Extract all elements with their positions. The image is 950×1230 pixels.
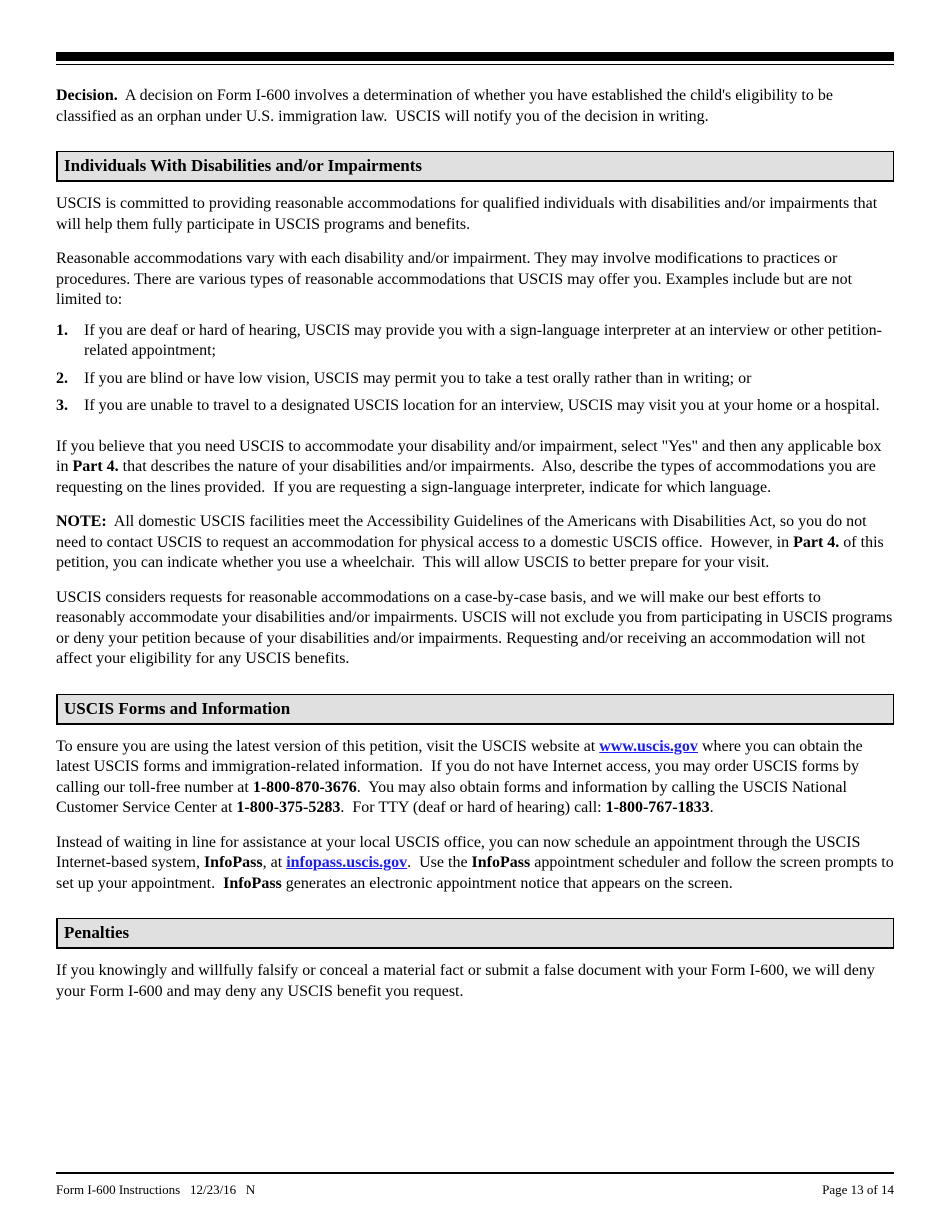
list-number: 2.: [56, 369, 68, 387]
list-text: If you are unable to travel to a designated USCIS location for an interview, USCIS may visit you at your home or a hospital.: [84, 397, 880, 414]
text-run: . For TTY (deaf or hard of hearing) call:: [340, 799, 606, 816]
decision-paragraph: [56, 86, 894, 127]
section-heading-penalties: Penalties: [56, 918, 894, 949]
text-run: To ensure you are using the latest version of this petition, visit the USCIS website at: [56, 737, 600, 755]
header-rule-thin: [56, 64, 894, 65]
disabilities-paragraph-4: USCIS considers requests for reasonable accommodations on a case-by-case basis, and we will make our best efforts to reasonably accommodate your disabilities and/or impairments. USCIS will not exclude you from participating in USCIS programs or deny your petition because of your disabilities and/or impairments. Requesting and/or receiving an accommodation will not affect your eligibility for any USCIS benefits.: [56, 588, 893, 667]
uscis-website-link[interactable]: www.uscis.gov: [599, 737, 698, 755]
text-run: of this petition, you can indicate whether you use a wheelchair. This will allow USCIS to better prepare for your visit.: [56, 533, 888, 571]
accommodation-examples-list: [56, 321, 894, 417]
text-run: All domestic USCIS facilities meet the Accessibility Guidelines of the Americans with Disabilities Act, so you do not need to contact USCIS to request an accommodation for physical access to a domestic USCIS office. However, in: [56, 513, 871, 551]
note-label: NOTE:: [56, 513, 107, 530]
text-run: that describes the nature of your disabilities and/or impairments. Also, describe the types of accommodations you are requesting on the lines provided. If you are requesting a sign-language interpreter, indicate for which language.: [56, 458, 880, 496]
text-run: , at: [262, 854, 287, 871]
text-run: . You may also obtain forms and information by calling the USCIS National Customer Service Center at: [56, 778, 851, 816]
note-paragraph: [56, 512, 894, 574]
penalties-paragraph: If you knowingly and willfully falsify or conceal a material fact or submit a false document with your Form I-600, we will deny your Form I-600 and may deny any USCIS benefit you request.: [56, 962, 875, 1000]
text-run: appointment scheduler and follow the screen prompts to set up your appointment.: [56, 854, 898, 892]
footer-form-info: Form I-600 Instructions 12/23/16 N: [56, 1182, 256, 1197]
list-item: [56, 369, 894, 390]
list-number: 3.: [56, 397, 68, 414]
list-item: [56, 396, 894, 417]
section-heading-forms: USCIS Forms and Information: [56, 694, 894, 725]
list-text: If you are deaf or hard of hearing, USCIS may provide you with a sign-language interpreter at an interview or other petition-related appointment;: [84, 321, 882, 359]
footer: [56, 1180, 894, 1201]
disabilities-paragraph-1: USCIS is committed to providing reasonable accommodations for qualified individuals with disabilities and/or impairments that will help them fully participate in USCIS programs and benefits.: [56, 195, 878, 233]
tty-phone: 1-800-767-1833: [605, 799, 710, 816]
ncsc-phone: 1-800-375-5283: [236, 799, 341, 816]
disabilities-paragraph-2: Reasonable accommodations vary with each disability and/or impairment. They may involve modifications to practices or procedures. There are various types of reasonable accommodations that USCIS may offer you. Examples include but are not limited to:: [56, 250, 853, 308]
text-run: generates an electronic appointment notice that appears on the screen.: [281, 874, 733, 892]
text-run: .: [709, 799, 714, 816]
infopass-link[interactable]: infopass.uscis.gov: [286, 854, 408, 871]
disabilities-paragraph-3: [56, 437, 894, 499]
infopass-term: InfoPass: [223, 874, 282, 892]
decision-text: A decision on Form I-600 involves a determination of whether you have established the child's eligibility to be classified as an orphan under U.S. immigration law. USCIS will notify you of the decision in writing.: [56, 87, 837, 125]
text-run: If you believe that you need USCIS to accommodate your disability and/or impairment, select "Yes" and then any applicable box in: [56, 437, 886, 475]
toll-free-phone: 1-800-870-3676: [252, 778, 357, 796]
page-content: [56, 86, 898, 1016]
forms-paragraph-2: [56, 833, 898, 895]
text-run: Instead of waiting in line for assistance at your local USCIS office, you can now schedule an appointment through the USCIS Internet-based system,: [56, 833, 865, 871]
infopass-term: InfoPass: [203, 854, 263, 871]
forms-paragraph-1: [56, 737, 894, 819]
header-rule-thick: [56, 52, 894, 61]
footer-rule: [56, 1172, 894, 1174]
text-run: where you can obtain the latest USCIS forms and immigration-related information. If you do not have Internet access, you may order USCIS forms by calling our toll-free number at: [56, 737, 867, 796]
section-heading-disabilities: Individuals With Disabilities and/or Impairments: [56, 151, 894, 182]
list-number: 1.: [56, 321, 68, 339]
infopass-term: InfoPass: [471, 854, 531, 871]
part-4-reference: Part 4.: [72, 458, 119, 475]
text-run: . Use the: [407, 854, 472, 871]
list-item: [56, 321, 894, 362]
part-4-reference: Part 4.: [793, 533, 840, 551]
page-number: Page 13 of 14: [822, 1182, 894, 1197]
list-text: If you are blind or have low vision, USCIS may permit you to take a test orally rather than in writing; or: [84, 369, 752, 387]
decision-label: Decision.: [56, 87, 118, 104]
